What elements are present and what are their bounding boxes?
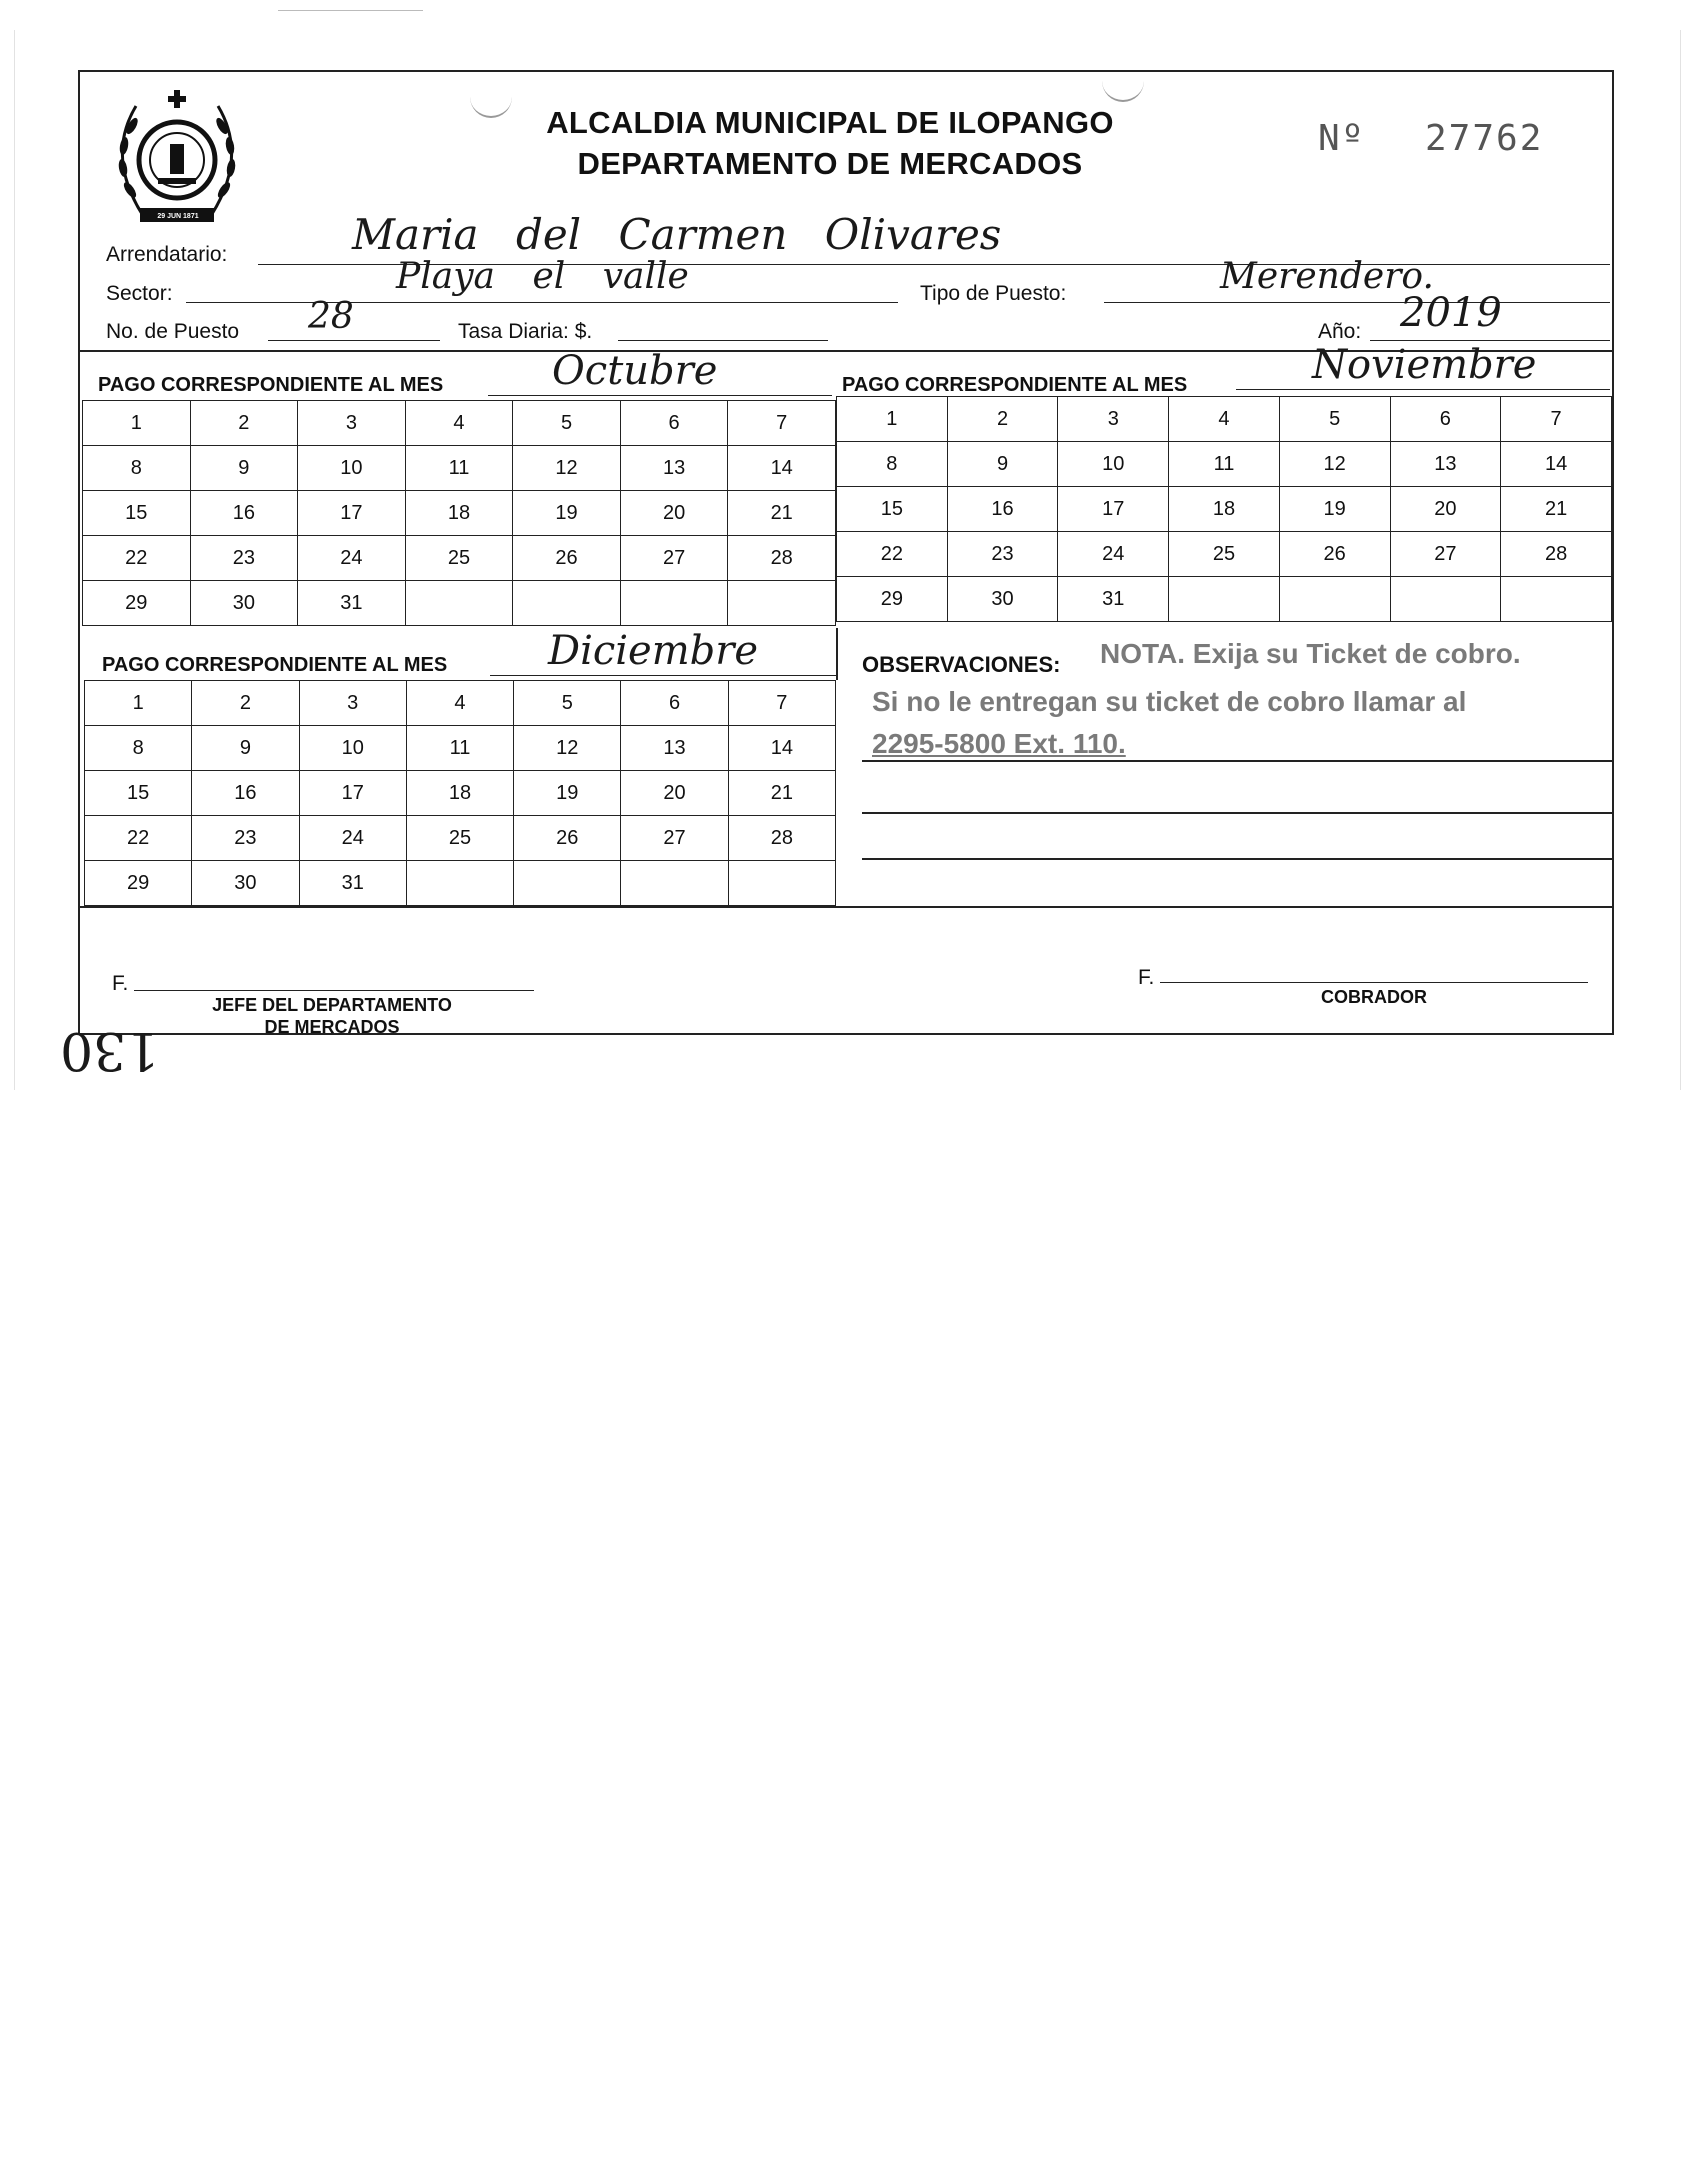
tipo-value: Merendero. (1220, 256, 1434, 297)
calendar-row (85, 861, 836, 906)
day-cell: 27 (1390, 532, 1501, 577)
sector-value: Playa el valle (396, 256, 689, 297)
day-cell: 5 (1279, 397, 1390, 442)
jefe-title-line-1: JEFE DEL DEPARTAMENTO (212, 995, 452, 1015)
day-cell: 14 (1501, 442, 1612, 487)
day-cell: 3 (1058, 397, 1169, 442)
calendar-row (83, 536, 836, 581)
day-cell (406, 861, 513, 906)
day-cell: 11 (1169, 442, 1280, 487)
day-cell: 4 (406, 681, 513, 726)
day-cell: 25 (405, 536, 513, 581)
day-cell: 23 (192, 816, 299, 861)
day-cell (405, 581, 513, 626)
month-3-label: PAGO CORRESPONDIENTE AL MES (102, 654, 448, 676)
day-cell: 3 (299, 681, 406, 726)
day-cell: 8 (85, 726, 192, 771)
day-cell: 21 (728, 491, 836, 536)
scan-mark (278, 10, 423, 11)
day-cell: 24 (299, 816, 406, 861)
day-cell (728, 861, 835, 906)
calendar-diciembre (84, 680, 836, 906)
day-cell (514, 861, 621, 906)
day-cell: 29 (83, 581, 191, 626)
day-cell: 20 (1390, 487, 1501, 532)
day-cell: 10 (299, 726, 406, 771)
folio-label: Nº (1318, 118, 1366, 159)
sector-label: Sector: (106, 282, 173, 305)
tipo-label: Tipo de Puesto: (920, 282, 1067, 305)
day-cell: 2 (947, 397, 1058, 442)
day-cell: 2 (192, 681, 299, 726)
calendar-row (837, 397, 1612, 442)
month-1-line (488, 395, 832, 396)
day-cell: 6 (1390, 397, 1501, 442)
day-cell (1390, 577, 1501, 622)
day-cell: 10 (1058, 442, 1169, 487)
calendar-row (83, 401, 836, 446)
day-cell: 9 (947, 442, 1058, 487)
puesto-line (268, 340, 440, 341)
day-cell: 19 (514, 771, 621, 816)
tasa-label: Tasa Diaria: $. (458, 320, 593, 343)
day-cell: 12 (514, 726, 621, 771)
day-cell: 19 (1279, 487, 1390, 532)
day-cell: 26 (513, 536, 621, 581)
day-cell: 17 (1058, 487, 1169, 532)
day-cell (1501, 577, 1612, 622)
calendar-row (83, 581, 836, 626)
day-cell: 14 (728, 726, 835, 771)
day-cell: 25 (406, 816, 513, 861)
day-cell: 18 (1169, 487, 1280, 532)
jefe-signature-line (134, 990, 534, 991)
observaciones-label: OBSERVACIONES: (862, 652, 1061, 677)
month-3-value: Diciembre (548, 628, 759, 674)
day-cell: 29 (85, 861, 192, 906)
day-cell: 31 (1058, 577, 1169, 622)
day-cell: 12 (1279, 442, 1390, 487)
day-cell: 15 (83, 491, 191, 536)
day-cell: 1 (83, 401, 191, 446)
day-cell (728, 581, 836, 626)
day-cell (620, 581, 728, 626)
calendar-noviembre (836, 396, 1612, 622)
observaciones-note-3: 2295-5800 Ext. 110. (872, 728, 1126, 759)
day-cell: 6 (620, 401, 728, 446)
month-2-label: PAGO CORRESPONDIENTE AL MES (842, 374, 1188, 396)
day-cell: 11 (406, 726, 513, 771)
day-cell: 3 (298, 401, 406, 446)
observaciones-line (862, 858, 1612, 860)
day-cell: 22 (837, 532, 948, 577)
seal-date: 29 JUN 1871 (157, 213, 199, 220)
month-3-top-rule (836, 628, 840, 680)
observaciones-line (862, 812, 1612, 814)
day-cell: 21 (728, 771, 835, 816)
day-cell: 31 (299, 861, 406, 906)
day-cell: 6 (621, 681, 728, 726)
day-cell: 13 (1390, 442, 1501, 487)
day-cell: 30 (947, 577, 1058, 622)
day-cell: 9 (190, 446, 298, 491)
puesto-value: 28 (308, 296, 354, 337)
day-cell: 20 (621, 771, 728, 816)
day-cell (1169, 577, 1280, 622)
day-cell: 7 (728, 401, 836, 446)
calendar-row (837, 487, 1612, 532)
day-cell: 23 (947, 532, 1058, 577)
jefe-f-prefix: F. (112, 972, 129, 995)
day-cell: 1 (837, 397, 948, 442)
calendar-row (837, 442, 1612, 487)
day-cell: 7 (1501, 397, 1612, 442)
day-cell: 24 (298, 536, 406, 581)
day-cell: 23 (190, 536, 298, 581)
day-cell: 5 (514, 681, 621, 726)
day-cell: 26 (514, 816, 621, 861)
day-cell: 8 (83, 446, 191, 491)
month-1-value: Octubre (552, 348, 718, 394)
calendar-row (83, 491, 836, 536)
month-2-line (1236, 389, 1610, 390)
day-cell: 9 (192, 726, 299, 771)
calendar-row (85, 816, 836, 861)
folio-number: 27762 (1425, 118, 1544, 159)
day-cell: 30 (192, 861, 299, 906)
cobrador-title: COBRADOR (1321, 987, 1427, 1007)
day-cell: 16 (192, 771, 299, 816)
day-cell: 14 (728, 446, 836, 491)
day-cell (513, 581, 621, 626)
day-cell: 13 (621, 726, 728, 771)
calendar-row (85, 771, 836, 816)
calendar-row (83, 446, 836, 491)
day-cell: 7 (728, 681, 835, 726)
day-cell (1279, 577, 1390, 622)
day-cell: 18 (406, 771, 513, 816)
calendar-row (85, 726, 836, 771)
tipo-line (1104, 302, 1610, 303)
day-cell: 17 (299, 771, 406, 816)
day-cell: 1 (85, 681, 192, 726)
calendar-row (837, 577, 1612, 622)
anio-label: Año: (1318, 320, 1362, 343)
day-cell: 15 (837, 487, 948, 532)
month-1-label: PAGO CORRESPONDIENTE AL MES (98, 374, 444, 396)
day-cell: 30 (190, 581, 298, 626)
anio-value: 2019 (1400, 290, 1502, 336)
observaciones-note-2: Si no le entregan su ticket de cobro llamar al (872, 686, 1467, 717)
puesto-label: No. de Puesto (106, 320, 240, 343)
day-cell: 4 (1169, 397, 1280, 442)
tasa-line (618, 340, 828, 341)
day-cell: 28 (728, 816, 835, 861)
title-line-1: ALCALDIA MUNICIPAL DE ILOPANGO (546, 105, 1114, 140)
day-cell: 8 (837, 442, 948, 487)
day-cell: 10 (298, 446, 406, 491)
arrendatario-label: Arrendatario: (106, 243, 228, 266)
day-cell: 17 (298, 491, 406, 536)
calendar-row (837, 532, 1612, 577)
day-cell: 5 (513, 401, 621, 446)
day-cell: 2 (190, 401, 298, 446)
day-cell: 22 (85, 816, 192, 861)
anio-line (1370, 340, 1610, 341)
day-cell: 27 (621, 816, 728, 861)
calendar-octubre (82, 400, 836, 626)
day-cell: 16 (190, 491, 298, 536)
day-cell: 22 (83, 536, 191, 581)
day-cell: 31 (298, 581, 406, 626)
signature-section-rule (80, 906, 1612, 908)
arrendatario-value: Maria del Carmen Olivares (352, 210, 1002, 259)
day-cell: 24 (1058, 532, 1169, 577)
day-cell: 4 (405, 401, 513, 446)
sector-line (186, 302, 898, 303)
margin-note: 130 (60, 1020, 160, 1080)
day-cell: 18 (405, 491, 513, 536)
day-cell: 25 (1169, 532, 1280, 577)
month-2-value: Noviembre (1312, 342, 1537, 388)
day-cell: 20 (620, 491, 728, 536)
title-line-2: DEPARTAMENTO DE MERCADOS (577, 146, 1083, 181)
day-cell: 21 (1501, 487, 1612, 532)
day-cell: 28 (1501, 532, 1612, 577)
day-cell: 16 (947, 487, 1058, 532)
cobrador-signature-line (1160, 982, 1588, 983)
day-cell (621, 861, 728, 906)
day-cell: 15 (85, 771, 192, 816)
cobrador-f-prefix: F. (1138, 966, 1155, 989)
scan-edge (14, 30, 15, 1090)
jefe-title-line-2: DE MERCADOS (264, 1017, 400, 1037)
day-cell: 13 (620, 446, 728, 491)
month-3-line (490, 675, 836, 676)
observaciones-note-1: NOTA. Exija su Ticket de cobro. (1100, 638, 1521, 669)
scan-edge (1680, 30, 1681, 1090)
observaciones-line (862, 760, 1612, 762)
day-cell: 12 (513, 446, 621, 491)
day-cell: 26 (1279, 532, 1390, 577)
day-cell: 29 (837, 577, 948, 622)
day-cell: 11 (405, 446, 513, 491)
day-cell: 19 (513, 491, 621, 536)
day-cell: 27 (620, 536, 728, 581)
day-cell: 28 (728, 536, 836, 581)
calendar-row (85, 681, 836, 726)
